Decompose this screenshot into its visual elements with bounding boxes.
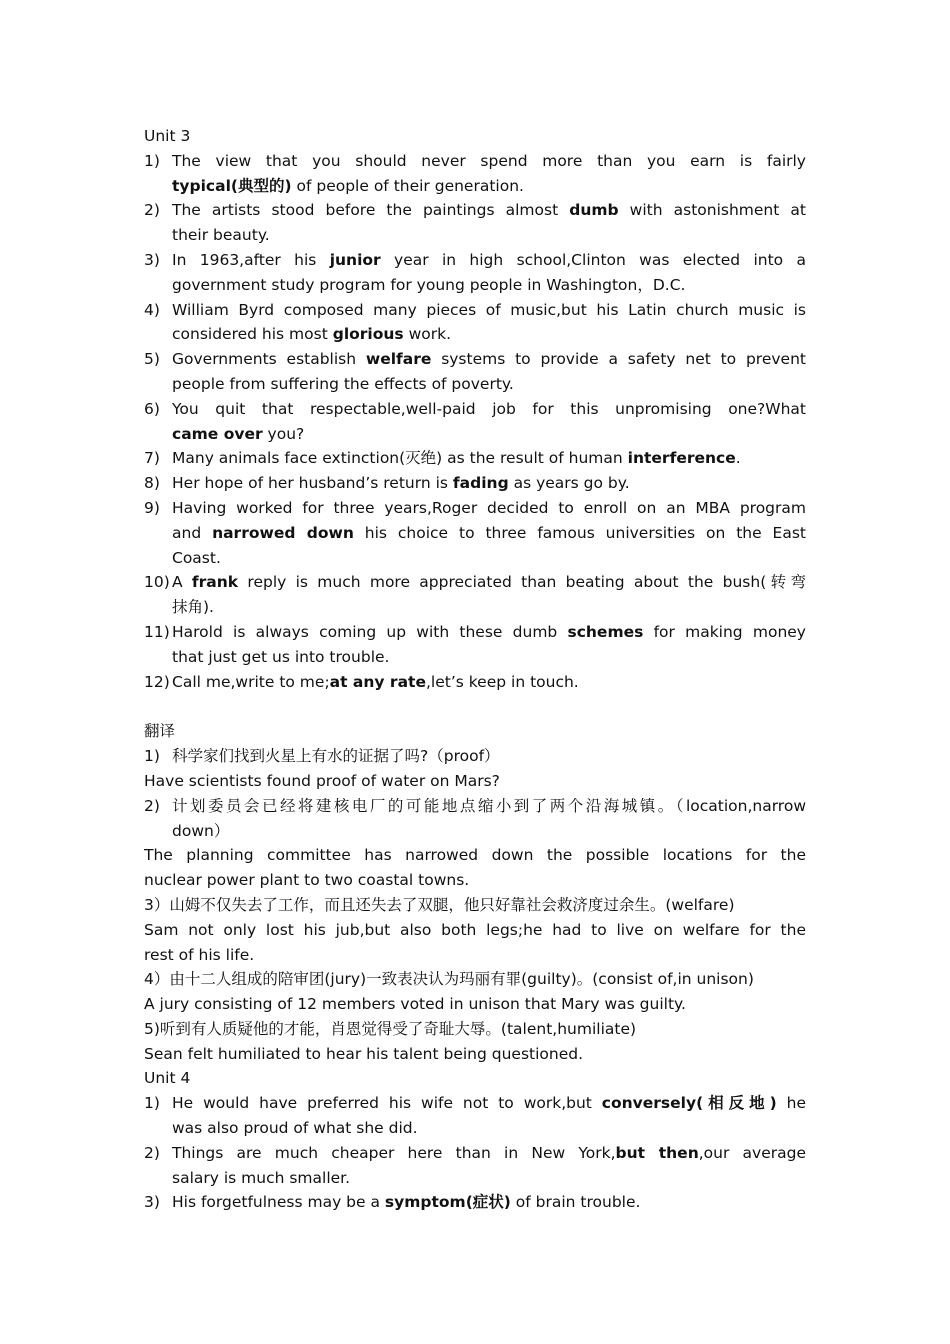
item-line: [172, 149, 806, 174]
item-number: 6): [144, 399, 160, 418]
sentence-text: for making money: [643, 622, 806, 641]
item-line: [172, 1141, 806, 1166]
item-line: [172, 1190, 806, 1215]
blank-line: [144, 694, 806, 719]
sentence-text: Many animals face extinction(灭绝) as the result of human: [172, 449, 628, 468]
keyword: welfare: [365, 350, 432, 369]
item-line: [172, 570, 806, 595]
item-line: [172, 496, 806, 521]
list-item: [144, 397, 806, 447]
translation-answer-2-line2: nuclear power plant to two coastal towns.: [144, 871, 470, 890]
keyword: schemes: [567, 622, 644, 641]
sentence-text: Call me,write to me;: [172, 672, 330, 691]
sentence-text: A: [172, 573, 192, 592]
item-number: 2): [144, 201, 160, 220]
keyword: dumb: [569, 201, 619, 220]
item-line: [172, 372, 806, 397]
translation-question-3: 3）山姆不仅失去了工作，而且还失去了双腿，他只好靠社会救济度过余生。(welfare): [144, 895, 735, 914]
translation-heading: 翻译: [144, 722, 176, 741]
list-item: [144, 1091, 806, 1141]
sentence-text: ,our average: [698, 1143, 806, 1162]
list-item: [144, 496, 806, 570]
item-number: 11): [144, 622, 170, 641]
sentence-text: .: [735, 449, 741, 468]
sentence-text: His forgetfulness may be a: [172, 1193, 385, 1212]
item-line: [172, 471, 806, 496]
sentence-text: In 1963,after his: [172, 250, 330, 269]
sentence-text: William Byrd composed many pieces of music,but his Latin church music is: [172, 300, 806, 319]
question-text: 计划委员会已经将建核电厂的可能地点缩小到了两个沿海城镇。（location,narrow: [172, 796, 806, 815]
sentence-text: salary is much smaller.: [172, 1168, 351, 1187]
item-number: 1): [144, 151, 160, 170]
list-item: [144, 298, 806, 348]
item-number: 8): [144, 474, 160, 493]
unit4-heading: Unit 4: [144, 1069, 191, 1088]
item-number: 3): [144, 250, 160, 269]
sentence-text: The artists stood before the paintings almost: [172, 201, 570, 220]
translation-question-1: [144, 744, 806, 769]
list-item: [144, 198, 806, 248]
sentence-text: government study program for young people in Washington，D.C.: [172, 275, 686, 294]
keyword: but then: [615, 1143, 699, 1162]
item-line: [172, 620, 806, 645]
list-item: [144, 570, 806, 620]
sentence-text: reply is much more appreciated than beating about the bush(转弯: [238, 573, 806, 592]
list-item: [144, 248, 806, 298]
translation-question-2: [144, 794, 806, 844]
keyword: conversely(相反地): [601, 1094, 777, 1113]
keyword: fading: [452, 474, 509, 493]
list-item: [144, 347, 806, 397]
translation-answer-1: Have scientists found proof of water on Mars?: [144, 771, 500, 790]
translation-question-5: 5)听到有人质疑他的才能，肖恩觉得受了奇耻大辱。(talent,humiliate): [144, 1019, 637, 1038]
keyword: narrowed down: [212, 523, 354, 542]
sentence-text: and: [172, 523, 213, 542]
sentence-text: year in high school,Clinton was elected into a: [380, 250, 806, 269]
item-line: [172, 298, 806, 323]
keyword: at any rate: [329, 672, 426, 691]
keyword: frank: [191, 573, 239, 592]
sentence-text: that just get us into trouble.: [172, 647, 390, 666]
item-line: [172, 397, 806, 422]
item-line: [172, 347, 806, 372]
translation-answer-4: A jury consisting of 12 members voted in unison that Mary was guilty.: [144, 995, 686, 1014]
item-line: [172, 446, 806, 471]
sentence-text: with astonishment at: [618, 201, 806, 220]
item-number: 5): [144, 350, 160, 369]
item-number: 1): [144, 747, 160, 766]
sentence-text: You quit that respectable,well-paid job for this unpromising one?What: [172, 399, 806, 418]
translation-answer-2-line1: The planning committee has narrowed down the possible locations for the: [144, 846, 806, 865]
item-line: [172, 248, 806, 273]
item-line: [172, 223, 806, 248]
keyword: interference: [627, 449, 736, 468]
item-line: [172, 174, 806, 199]
item-line: [172, 1091, 806, 1116]
item-number: 2): [144, 796, 160, 815]
item-line: [172, 273, 806, 298]
item-number: 12): [144, 672, 170, 691]
item-number: 2): [144, 1143, 160, 1162]
sentence-text: his choice to three famous universities on the East: [353, 523, 806, 542]
item-line: [172, 1166, 806, 1191]
keyword: typical(典型的): [172, 176, 292, 195]
item-number: 7): [144, 449, 160, 468]
list-item: [144, 446, 806, 471]
item-line: [172, 645, 806, 670]
item-number: 9): [144, 498, 160, 517]
item-line: [172, 521, 806, 546]
item-number: 1): [144, 1094, 160, 1113]
sentence-text: of people of their generation.: [291, 176, 524, 195]
item-line: [172, 1116, 806, 1141]
sentence-text: Harold is always coming up with these dumb: [172, 622, 568, 641]
sentence-text: ,let’s keep in touch.: [425, 672, 579, 691]
keyword: junior: [329, 250, 381, 269]
sentence-text: people from suffering the effects of poverty.: [172, 374, 514, 393]
translation-answer-3-line1: Sam not only lost his jub,but also both legs;he had to live on welfare for the: [144, 920, 806, 939]
sentence-text: systems to provide a safety net to prevent: [431, 350, 806, 369]
sentence-text: as years go by.: [508, 474, 630, 493]
sentence-text: Things are much cheaper here than in New York,: [172, 1143, 616, 1162]
sentence-text: He would have preferred his wife not to work,but: [172, 1094, 602, 1113]
list-item: [144, 670, 806, 695]
sentence-text: work.: [403, 325, 452, 344]
translation-question-4: 4）由十二人组成的陪审团(jury)一致表决认为玛丽有罪(guilty)。(consist of,in unison): [144, 970, 754, 989]
question-text-cont: down）: [172, 821, 230, 840]
item-number: 10): [144, 573, 170, 592]
sentence-text: their beauty.: [172, 226, 270, 245]
keyword: glorious: [332, 325, 404, 344]
document-page: [144, 124, 806, 1215]
item-line: [172, 198, 806, 223]
unit3-vocabulary-list: [144, 149, 806, 695]
sentence-text: Governments establish: [172, 350, 366, 369]
item-line: [172, 670, 806, 695]
unit3-heading: Unit 3: [144, 127, 191, 145]
sentence-text: 抹角).: [172, 598, 214, 617]
sentence-text: you?: [262, 424, 305, 443]
sentence-text: considered his most: [172, 325, 333, 344]
item-number: 4): [144, 300, 160, 319]
unit4-vocabulary-list: [144, 1091, 806, 1215]
item-line: [172, 595, 806, 620]
list-item: [144, 1190, 806, 1215]
translation-answer-3-line2: rest of his life.: [144, 945, 255, 964]
sentence-text: Having worked for three years,Roger decided to enroll on an MBA program: [172, 498, 806, 517]
translation-answer-5: Sean felt humiliated to hear his talent being questioned.: [144, 1044, 584, 1063]
sentence-text: was also proud of what she did.: [172, 1119, 418, 1138]
list-item: [144, 1141, 806, 1191]
sentence-text: The view that you should never spend more than you earn is fairly: [172, 151, 806, 170]
sentence-text: he: [776, 1094, 806, 1113]
item-line: [172, 322, 806, 347]
question-text: 科学家们找到火星上有水的证据了吗?（proof）: [172, 747, 500, 766]
item-line: [172, 546, 806, 571]
keyword: came over: [172, 424, 263, 443]
sentence-text: Her hope of her husband’s return is: [172, 474, 453, 493]
keyword: symptom(症状): [384, 1193, 511, 1212]
list-item: [144, 149, 806, 199]
list-item: [144, 471, 806, 496]
sentence-text: of brain trouble.: [510, 1193, 641, 1212]
sentence-text: Coast.: [172, 548, 221, 567]
item-line: [172, 422, 806, 447]
item-number: 3): [144, 1193, 160, 1212]
list-item: [144, 620, 806, 670]
